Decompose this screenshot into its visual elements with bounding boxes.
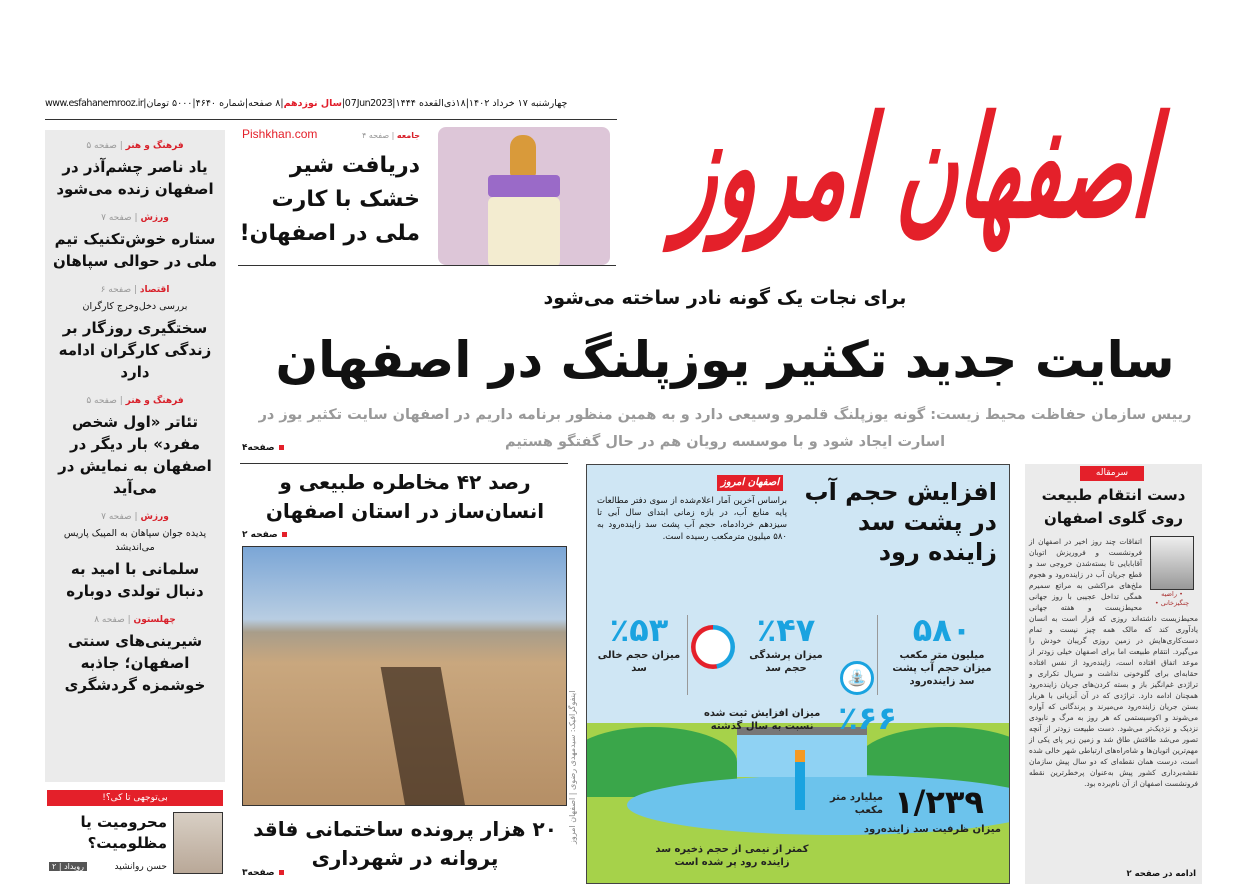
stat-empty: ٪۵۳ میزان حجم خالی سد — [597, 611, 681, 674]
stat-volume: ۵۸۰ میلیون متر مکعب میزان حجم آب پشت سد زاینده‌رود — [892, 611, 992, 687]
infographic-credit: اینفوگرافیک: سیدمهدی رضوی | اصفهان امروز — [568, 690, 577, 844]
lead-overline: برای نجات یک گونه نادر ساخته می‌شود — [543, 287, 907, 309]
story-subtitle: بررسی دخل‌وخرج کارگران — [82, 301, 188, 312]
story-kicker: فرهنگ و هنر | صفحه ۵ — [86, 396, 184, 406]
infographic-logo: اصفهان امروز — [717, 475, 783, 491]
stat-increase: ٪۶۶ میزان افزایش ثبت شده نسبت به سال گذشته — [703, 699, 897, 737]
story-subtitle: پدیده جوان سپاهان به المپیک پاریس می‌اندیشد — [63, 528, 207, 553]
editorial-title[interactable]: دست انتقام طبیعت روی گلوی اصفهان — [1041, 486, 1186, 527]
dateline-date: چهارشنبه ۱۷ خرداد ۱۴۰۲|۱۸ذی‌القعده ۱۴۴۴|07Jun2023| — [341, 98, 568, 109]
dateline — [45, 98, 617, 109]
continue-link[interactable]: ادامه در صفحه ۲ — [1126, 869, 1196, 879]
capacity-label: میزان ظرفیت سد زاینده‌رود — [863, 824, 1001, 835]
baby-bottle-image — [438, 127, 610, 265]
infographic-note: کمتر از نیمی از حجم ذخیره سد زاینده رود پر شده است — [655, 844, 809, 868]
dam-icon: ⛲ — [840, 661, 874, 695]
editorial-author: • راضیه چنگیزخانی • — [1154, 590, 1190, 607]
sidebar-story[interactable] — [51, 284, 219, 383]
author-photo — [173, 812, 223, 874]
sidebar — [45, 130, 225, 782]
teaser-kicker: جامعه | صفحه ۴ — [361, 131, 420, 140]
story-title: شیرینی‌های سنتی اصفهان؛ جاذبه خوشمزه گردشگری — [64, 632, 206, 694]
cracked-land-photo — [242, 546, 567, 806]
teaser-story[interactable] — [238, 125, 616, 265]
story-title: تئاتر «اول شخص مفرد» بار دیگر در اصفهان به نمایش در می‌آید — [58, 413, 212, 497]
fill-gauge — [795, 750, 805, 810]
editorial-text: اتفاقات چند روز اخیر در اصفهان از فرونشست و فروریزش اتوبان آقابابایی تا بسته‌شدن خروجی سد و قطع جریان آب در زاینده‌رود و هجوم ملخ‌های مراکشی به مراتع سمیرم همگی تداخل عجیبی — [1029, 537, 1142, 601]
lead-headline[interactable]: سایت جدید تکثیر یوزپلنگ در اصفهان — [275, 331, 1175, 389]
stat-fill: ٪۴۷ میزان پرشدگی حجم سد — [749, 611, 823, 674]
story-title: سختگیری روزگار بر زندگی کارگران ادامه دارد — [58, 319, 212, 381]
stat-capacity: ۱/۲۳۹ میلیارد متر مکعب — [829, 783, 984, 821]
divider — [240, 463, 568, 464]
dateline-info: |۸ صفحه|شماره ۴۶۴۰|۵۰۰۰ تومان|www.esfahanemrooz.ir — [45, 98, 284, 109]
fill-ring-icon — [691, 625, 735, 669]
story-title: یاد ناصر چشم‌آذر در اصفهان زنده می‌شود — [56, 158, 214, 198]
opinion-banner: بی‌توجهی تا کی؟! — [47, 790, 223, 806]
opinion-author: حسن روانشید — [114, 862, 167, 872]
story3-page-ref[interactable]: صفحه۳ — [242, 868, 284, 878]
story-kicker: فرهنگ و هنر | صفحه ۵ — [86, 141, 184, 151]
opinion-page: رویداد | ۲ — [49, 862, 87, 871]
masthead-logo — [630, 70, 1205, 270]
divider — [45, 119, 617, 120]
story-kicker: اقتصاد | صفحه ۶ — [100, 285, 170, 295]
editorial — [1025, 464, 1202, 884]
story-title: ستاره خوش‌تکنیک تیم ملی در حوالی سپاهان — [52, 230, 218, 270]
editorial-tag: سرمقاله — [1080, 466, 1144, 481]
opinion-title: محرومیت یا مظلومیت؟ — [80, 813, 167, 852]
sidebar-story[interactable] — [51, 614, 219, 696]
lead-page-ref[interactable]: صفحه۴ — [242, 443, 284, 453]
story-title: سلمانی با امید به دنبال تولدی دوباره — [66, 560, 204, 600]
infographic-body: براساس آخرین آمار اعلام‌شده از سوی دفتر مطالعات پایه منابع آب، در بازه زمانی ابتدای سال آبی تا سیزدهم خردادماه، حجم آب پشت سد زاینده‌رود به ۵۸۰ میلیون مترمکعب رسیده است. — [597, 496, 787, 542]
watermark: Pishkhan.com — [242, 127, 318, 141]
infographic-title: افزایش حجم آب در پشت سد زاینده رود — [804, 478, 997, 566]
sidebar-story[interactable] — [51, 212, 219, 272]
divider — [238, 265, 616, 266]
lead-summary: رییس سازمان حفاظت محیط زیست: گونه یوزپلنگ قلمرو وسیعی دارد و به همین منظور برنامه داریم در اصفهان سایت تکثیر یوز در اسارت ایجاد شود و با موسسه رویان هم در حال گفتگو هستیم — [258, 407, 1192, 450]
story2-title[interactable]: رصد ۴۲ مخاطره طبیعی و انسان‌ساز در استان اصفهان — [265, 470, 545, 523]
sidebar-story[interactable] — [51, 395, 219, 499]
story3-title[interactable]: ۲۰ هزار پرونده ساختمانی فاقد پروانه در شهرداری — [253, 817, 557, 870]
sidebar-story[interactable] — [51, 511, 219, 602]
year-label: سال نوزدهم — [283, 98, 342, 109]
author-photo — [1150, 536, 1194, 590]
teaser-title: دریافت شیر خشک با کارت ملی در اصفهان! — [239, 153, 420, 246]
infographic — [586, 464, 1010, 884]
sidebar-story[interactable] — [51, 140, 219, 200]
editorial-body — [1029, 536, 1198, 789]
editorial-text-cont: با روز جهانی محیط‌زیست و هفته جهانی محیط‌زیست داشته‌اند روزی که قرار است به انسان یادآوری کند که مالک همه چیز نیست و تمام دست‌کاری‌هایش در زمین روزی گریبان خودش را می‌گیرد. انتقام طبیعت اما برای اصفهان خیلی زودتر از موعد اتفاق افتاده است، زاینده‌رود از نفس افتاده حقابه‌ای برای گلوخونی نداشت و سریال تکراری و تراژدی غم‌انگیز باز و بسته کردن‌های جریان زاینده‌رود همچنان ادامه دارد. تراژدی که در آن آبزیانی با هربار بستن جریان زاینده‌رود می‌میرند و پرندگانی که آواره می‌شوند و اکوسیستمی که هر روز به مرگ و نابودی نزدیک و نزدیک‌تر می‌شود. دست طبیعت زودتر از آنچه تصور می‌شد طاقتش طاق شد و زمین زیر پای یکی از مهم‌ترین اتوبان‌ها و شاه‌راه‌های ارتباطی شهر خالی شده است، درست همان نقطه‌ای که دو سال پیش سازمان نقشه‌برداری کشور پیش به‌عنوان پرخطرترین نقطه فرونشست اصفهان از آن نام‌برده بود. — [1029, 592, 1198, 788]
masthead-logo-text: اصفهان امروز — [672, 88, 1163, 250]
story2-page-ref[interactable]: صفحه ۲ — [242, 530, 287, 540]
story-kicker: ورزش | صفحه ۷ — [101, 213, 169, 223]
story-kicker: چهلستون | صفحه ۸ — [94, 615, 176, 625]
story-kicker: ورزش | صفحه ۷ — [101, 512, 169, 522]
author-block — [1146, 536, 1198, 608]
opinion-box[interactable] — [47, 810, 223, 880]
